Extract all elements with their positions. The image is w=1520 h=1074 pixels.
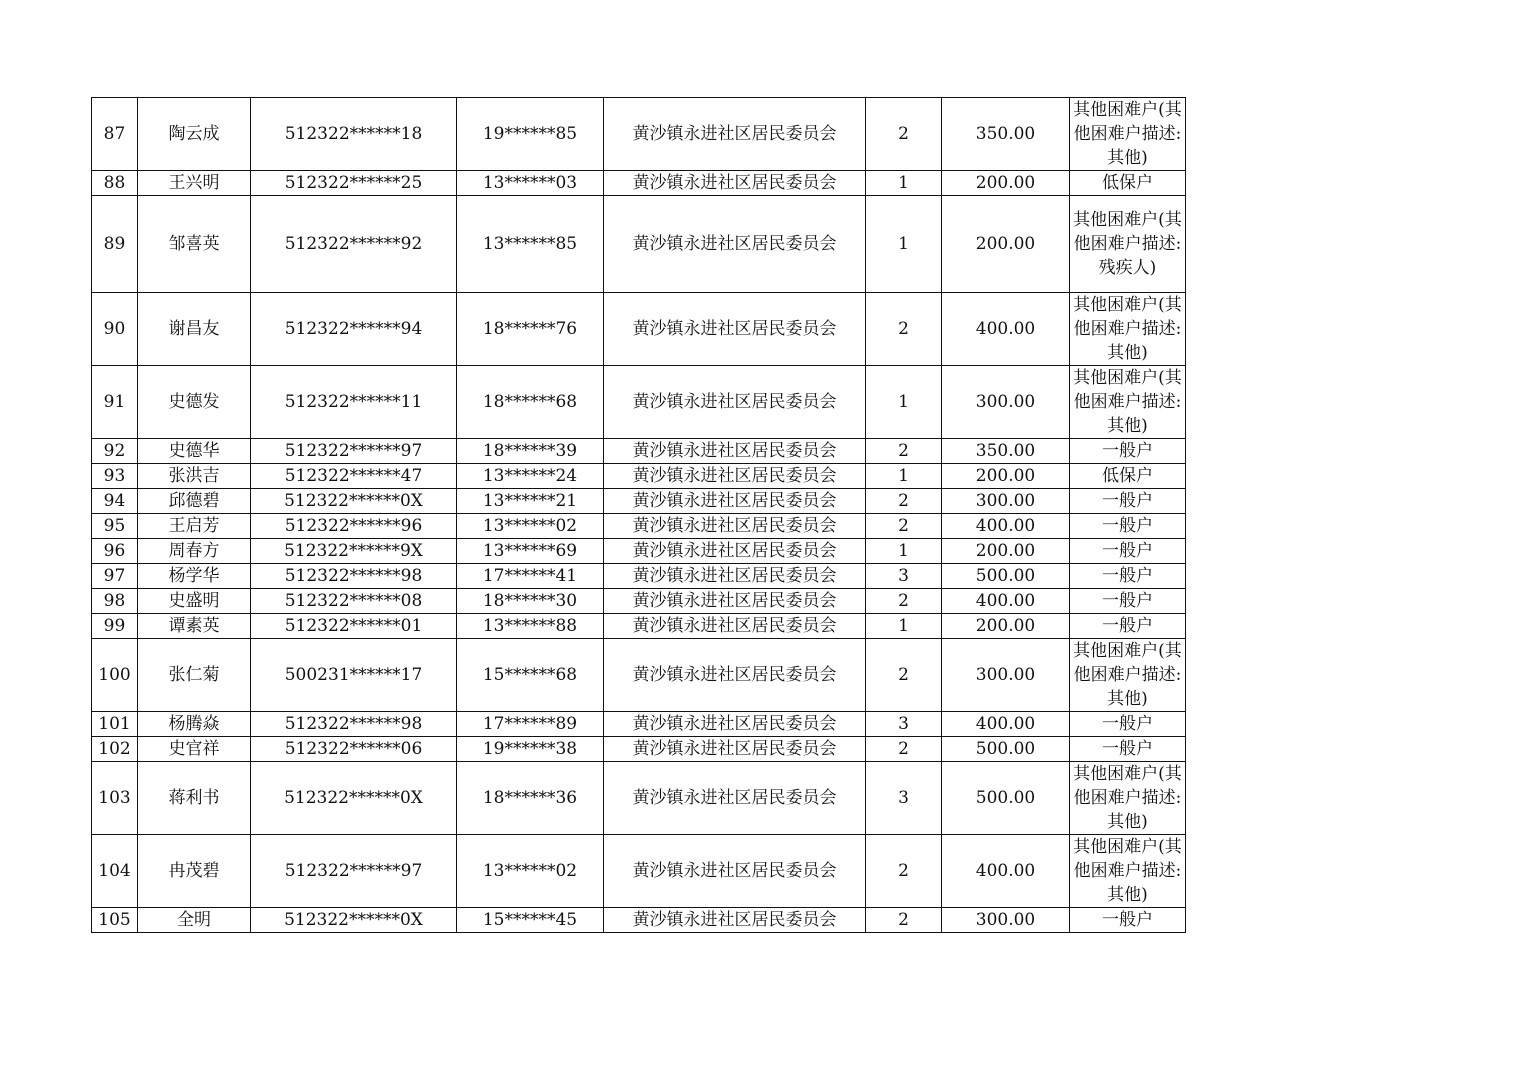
id-number-cell: 512322******11 [251,366,457,439]
table-row [92,293,1186,366]
household-type-cell: 其他困难户(其他困难户描述:其他) [1070,762,1186,835]
household-type-cell: 一般户 [1070,737,1186,762]
phone-cell: 19******38 [457,737,604,762]
amount-cell: 350.00 [942,439,1070,464]
row-number-cell: 99 [92,614,138,639]
phone-cell: 18******36 [457,762,604,835]
household-type-cell: 其他困难户(其他困难户描述:其他) [1070,835,1186,908]
phone-cell: 13******21 [457,489,604,514]
amount-cell: 350.00 [942,98,1070,171]
household-size-cell: 2 [866,835,942,908]
phone-cell: 13******24 [457,464,604,489]
household-size-cell: 2 [866,98,942,171]
row-number-cell: 95 [92,514,138,539]
household-size-cell: 2 [866,908,942,933]
amount-cell: 200.00 [942,464,1070,489]
phone-cell: 13******69 [457,539,604,564]
name-cell: 冉茂碧 [138,835,251,908]
community-cell: 黄沙镇永进社区居民委员会 [604,614,866,639]
table-row [92,589,1186,614]
name-cell: 陶云成 [138,98,251,171]
phone-cell: 13******88 [457,614,604,639]
household-type-cell: 其他困难户(其他困难户描述:其他) [1070,639,1186,712]
community-cell: 黄沙镇永进社区居民委员会 [604,712,866,737]
id-number-cell: 512322******9X [251,539,457,564]
amount-cell: 200.00 [942,171,1070,196]
row-number-cell: 98 [92,589,138,614]
household-type-cell: 一般户 [1070,489,1186,514]
phone-cell: 18******30 [457,589,604,614]
id-number-cell: 512322******0X [251,908,457,933]
row-number-cell: 94 [92,489,138,514]
amount-cell: 400.00 [942,293,1070,366]
name-cell: 史德发 [138,366,251,439]
amount-cell: 500.00 [942,737,1070,762]
household-size-cell: 1 [866,366,942,439]
community-cell: 黄沙镇永进社区居民委员会 [604,171,866,196]
name-cell: 谢昌友 [138,293,251,366]
household-type-cell: 其他困难户(其他困难户描述:其他) [1070,293,1186,366]
row-number-cell: 87 [92,98,138,171]
name-cell: 史官祥 [138,737,251,762]
amount-cell: 200.00 [942,539,1070,564]
row-number-cell: 97 [92,564,138,589]
household-size-cell: 2 [866,514,942,539]
amount-cell: 200.00 [942,614,1070,639]
community-cell: 黄沙镇永进社区居民委员会 [604,835,866,908]
row-number-cell: 105 [92,908,138,933]
table-row [92,366,1186,439]
row-number-cell: 102 [92,737,138,762]
phone-cell: 13******85 [457,196,604,293]
amount-cell: 400.00 [942,589,1070,614]
row-number-cell: 100 [92,639,138,712]
table-row [92,614,1186,639]
table-body [92,98,1186,933]
household-type-cell: 一般户 [1070,439,1186,464]
name-cell: 邹喜英 [138,196,251,293]
household-type-cell: 一般户 [1070,589,1186,614]
name-cell: 全明 [138,908,251,933]
phone-cell: 13******03 [457,171,604,196]
phone-cell: 15******45 [457,908,604,933]
household-size-cell: 3 [866,564,942,589]
household-size-cell: 1 [866,614,942,639]
id-number-cell: 512322******94 [251,293,457,366]
id-number-cell: 512322******18 [251,98,457,171]
community-cell: 黄沙镇永进社区居民委员会 [604,639,866,712]
table-row [92,98,1186,171]
household-type-cell: 一般户 [1070,539,1186,564]
phone-cell: 18******68 [457,366,604,439]
id-number-cell: 512322******98 [251,564,457,589]
id-number-cell: 512322******0X [251,489,457,514]
id-number-cell: 512322******01 [251,614,457,639]
household-type-cell: 低保户 [1070,464,1186,489]
row-number-cell: 92 [92,439,138,464]
phone-cell: 17******41 [457,564,604,589]
table-row [92,514,1186,539]
name-cell: 史德华 [138,439,251,464]
community-cell: 黄沙镇永进社区居民委员会 [604,196,866,293]
community-cell: 黄沙镇永进社区居民委员会 [604,489,866,514]
amount-cell: 500.00 [942,564,1070,589]
row-number-cell: 96 [92,539,138,564]
table-row [92,712,1186,737]
household-type-cell: 其他困难户(其他困难户描述:其他) [1070,366,1186,439]
row-number-cell: 90 [92,293,138,366]
name-cell: 杨学华 [138,564,251,589]
table-row [92,639,1186,712]
id-number-cell: 512322******98 [251,712,457,737]
name-cell: 谭素英 [138,614,251,639]
id-number-cell: 512322******96 [251,514,457,539]
household-type-cell: 其他困难户(其他困难户描述:残疾人) [1070,196,1186,293]
id-number-cell: 512322******25 [251,171,457,196]
table-row [92,564,1186,589]
row-number-cell: 93 [92,464,138,489]
table-row [92,737,1186,762]
household-size-cell: 2 [866,439,942,464]
name-cell: 王启芳 [138,514,251,539]
id-number-cell: 500231******17 [251,639,457,712]
community-cell: 黄沙镇永进社区居民委员会 [604,514,866,539]
id-number-cell: 512322******47 [251,464,457,489]
household-size-cell: 1 [866,171,942,196]
amount-cell: 300.00 [942,908,1070,933]
amount-cell: 300.00 [942,489,1070,514]
household-size-cell: 3 [866,762,942,835]
name-cell: 张仁菊 [138,639,251,712]
household-size-cell: 2 [866,639,942,712]
household-size-cell: 2 [866,293,942,366]
id-number-cell: 512322******06 [251,737,457,762]
table-row [92,835,1186,908]
phone-cell: 13******02 [457,514,604,539]
household-type-cell: 一般户 [1070,564,1186,589]
household-size-cell: 1 [866,464,942,489]
household-type-cell: 低保户 [1070,171,1186,196]
community-cell: 黄沙镇永进社区居民委员会 [604,439,866,464]
household-size-cell: 1 [866,196,942,293]
name-cell: 王兴明 [138,171,251,196]
household-type-cell: 其他困难户(其他困难户描述:其他) [1070,98,1186,171]
row-number-cell: 103 [92,762,138,835]
table-row [92,539,1186,564]
name-cell: 杨腾焱 [138,712,251,737]
phone-cell: 18******39 [457,439,604,464]
community-cell: 黄沙镇永进社区居民委员会 [604,908,866,933]
table-row [92,196,1186,293]
amount-cell: 200.00 [942,196,1070,293]
row-number-cell: 104 [92,835,138,908]
id-number-cell: 512322******97 [251,835,457,908]
household-size-cell: 1 [866,539,942,564]
row-number-cell: 91 [92,366,138,439]
community-cell: 黄沙镇永进社区居民委员会 [604,539,866,564]
household-size-cell: 2 [866,489,942,514]
row-number-cell: 101 [92,712,138,737]
table-row [92,439,1186,464]
household-size-cell: 2 [866,737,942,762]
community-cell: 黄沙镇永进社区居民委员会 [604,293,866,366]
community-cell: 黄沙镇永进社区居民委员会 [604,589,866,614]
row-number-cell: 89 [92,196,138,293]
amount-cell: 500.00 [942,762,1070,835]
household-size-cell: 2 [866,589,942,614]
name-cell: 周春方 [138,539,251,564]
amount-cell: 400.00 [942,835,1070,908]
name-cell: 蒋利书 [138,762,251,835]
name-cell: 张洪吉 [138,464,251,489]
row-number-cell: 88 [92,171,138,196]
amount-cell: 300.00 [942,639,1070,712]
phone-cell: 18******76 [457,293,604,366]
household-type-cell: 一般户 [1070,908,1186,933]
table-row [92,762,1186,835]
community-cell: 黄沙镇永进社区居民委员会 [604,366,866,439]
table-row [92,171,1186,196]
household-type-cell: 一般户 [1070,614,1186,639]
id-number-cell: 512322******0X [251,762,457,835]
id-number-cell: 512322******97 [251,439,457,464]
table-row [92,908,1186,933]
community-cell: 黄沙镇永进社区居民委员会 [604,762,866,835]
amount-cell: 300.00 [942,366,1070,439]
phone-cell: 17******89 [457,712,604,737]
id-number-cell: 512322******08 [251,589,457,614]
phone-cell: 15******68 [457,639,604,712]
name-cell: 史盛明 [138,589,251,614]
amount-cell: 400.00 [942,712,1070,737]
community-cell: 黄沙镇永进社区居民委员会 [604,737,866,762]
amount-cell: 400.00 [942,514,1070,539]
household-type-cell: 一般户 [1070,514,1186,539]
household-size-cell: 3 [866,712,942,737]
community-cell: 黄沙镇永进社区居民委员会 [604,564,866,589]
phone-cell: 19******85 [457,98,604,171]
table-row [92,489,1186,514]
community-cell: 黄沙镇永进社区居民委员会 [604,98,866,171]
id-number-cell: 512322******92 [251,196,457,293]
name-cell: 邱德碧 [138,489,251,514]
household-type-cell: 一般户 [1070,712,1186,737]
phone-cell: 13******02 [457,835,604,908]
household-subsidy-table [91,97,1186,933]
table-row [92,464,1186,489]
community-cell: 黄沙镇永进社区居民委员会 [604,464,866,489]
